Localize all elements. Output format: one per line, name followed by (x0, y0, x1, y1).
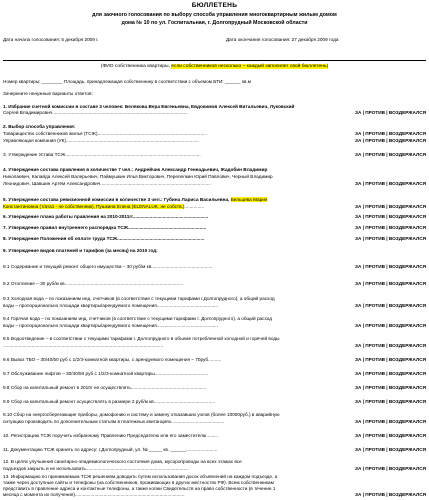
item-9-1: 9.1 Содержание и текущий ремонт общего имущества – 30 руб/м кв............................................... (3, 264, 213, 269)
vote-options-2a[interactable]: ЗА | ПРОТИВ | ВОЗДЕРЖАЛСЯ (355, 131, 426, 136)
fio-label (0, 64, 429, 69)
vote-options-4[interactable]: ЗА | ПРОТИВ | ВОЗДЕРЖАЛСЯ (355, 181, 426, 186)
vote-options-9-9[interactable]: ЗА | ПРОТИВ | ВОЗДЕРЖАЛСЯ (355, 399, 426, 404)
item-9-heading: 9. Утверждение видов платежей и тарифов (за месяц) на 2010 год: (3, 248, 158, 253)
item-9-7: 9.7 Обслуживание лифтов – 30/40/50 руб с 1/2/3-комнатной квартиры......................................... (3, 371, 209, 376)
item-10: 10. Регистрацию ТСЖ поручить избранному Правлению Председателю или его заместителю......... (3, 433, 219, 438)
vote-options-10[interactable]: ЗА | ПРОТИВ | ВОЗДЕРЖАЛСЯ (355, 433, 426, 438)
ballot-title: БЮЛЛЕТЕНЬ (191, 2, 238, 9)
item-9-10-line-1: 9.10 Сбор на энергосберегающие приборы, домофонию и систему и замену отказавших узлов (более 10000руб.) в аварийную (3, 412, 280, 417)
ballot-subtitle-1: для заочного голосования по выбору способа управления многоквартирным жилым домом (92, 12, 337, 18)
vote-options-9-10[interactable]: ЗА | ПРОТИВ | ВОЗДЕРЖАЛСЯ (355, 419, 426, 424)
vote-options-3[interactable]: ЗА | ПРОТИВ | ВОЗДЕРЖАЛСЯ (355, 152, 426, 157)
item-4-line-2: Николаевич, Калайда Алексей Валерьевич, Паймушкин Илья Викторович, Перепелкин Юрий Павлович, Черный Владимир (3, 174, 273, 179)
vote-options-6[interactable]: ЗА | ПРОТИВ | ВОЗДЕРЖАЛСЯ (355, 214, 426, 219)
item-9-8: 9.8 Сбор на капитальный ремонт в 2010г не осуществлять.......................................................... (3, 385, 207, 390)
item-3: 3. Утверждение Устава ТСЖ........................................................................................................ (3, 152, 201, 157)
end-date: Дата окончания голосования: 27 декабря 2009 года (226, 37, 339, 42)
item-5-line-2: Константиновна (т/ата1 - не собственник), Пушкина Елена (ELENALUK, не собств.)............... (3, 204, 204, 209)
item-5-line-1: 5. Утверждение состава ревизионной комиссии в количестве 3 чел.: Губина Лариса Васильевна, Бельцева Мария (3, 197, 268, 202)
vote-options-2b[interactable]: ЗА | ПРОТИВ | ВОЗДЕРЖАЛСЯ (355, 138, 426, 143)
item-4-line-1: 4. Утверждение состава правления в количестве 7 чел.: Андрейчик Александр Геннадьевич, Жадобин Владимир (3, 167, 268, 172)
item-2-option-uk: Управляющая компания (УК)...................................................................................................... (3, 138, 199, 143)
vote-options-9-6[interactable]: ЗА | ПРОТИВ | ВОЗДЕРЖАЛСЯ (355, 357, 426, 362)
item-5-highlight-2: Константиновна (т/ата1 - не собственник), Пушкина Елена (ELENALUK, не собств.) (3, 204, 185, 209)
vote-options-11[interactable]: ЗА | ПРОТИВ | ВОЗДЕРЖАЛСЯ (355, 447, 426, 452)
item-7: 7. Утверждение правил внутреннего распорядка ТСЖ............................................................ (3, 225, 207, 230)
item-2-heading: 2. Выбор способа управления: (3, 124, 76, 129)
item-9-3-line-2: воды – пропорционально площади квартиры/арендуемого помещения............................................... (3, 303, 218, 308)
item-9-4-line-1: 9.4 Горячая вода – по показаниям инд. счетчиков (в соответствие с текущими тарифами г. Долгопрудного), а общий расход (3, 316, 273, 321)
item-13-line-2: также через доступные сайты и телефоны (на собственников, проживающих в других местностях РФ). Всем собственникам (3, 480, 274, 485)
vote-options-9-3[interactable]: ЗА | ПРОТИВ | ВОЗДЕРЖАЛСЯ (355, 303, 426, 308)
item-2-option-tszh: Товарищество собственников жилья (ТСЖ).................................................................................... (3, 131, 207, 136)
fio-underline (3, 60, 426, 61)
item-6: 6. Утверждение плана работы правления на 2010-2011гг.......................................................... (3, 214, 209, 219)
item-9-5-line-2: ........................................................................................................................... (3, 343, 164, 348)
item-13-line-3: представить в правление адреса и контактные телефоны, а также копии Свидетельств на право собственности (в течение 1 (3, 486, 276, 491)
fio-prefix: (ФИО собственника квартиры, (100, 64, 170, 69)
item-9-4-line-2: воды – пропорционально площади квартиры/арендуемого помещения............................................... (3, 323, 218, 328)
item-12-line-1: 12. В целях улучшения санитарно-эпидемиологического состояния дома, мусоропроводы на всех этажах все (3, 459, 242, 464)
vote-options-7[interactable]: ЗА | ПРОТИВ | ВОЗДЕРЖАЛСЯ (355, 225, 426, 230)
item-5-highlight-1: Бельцева Мария (230, 197, 268, 202)
vote-options-9-4[interactable]: ЗА | ПРОТИВ | ВОЗДЕРЖАЛСЯ (355, 323, 426, 328)
item-13-line-4: месяца с момента их получения).................................................................................... (3, 492, 185, 497)
item-9-6: 9.6 Вывоз ТБО – 30/40/50 руб с 1/2/3-комнатной квартиры, с арендуемого помещения – 70руб.......... (3, 357, 222, 362)
vote-options-9-8[interactable]: ЗА | ПРОТИВ | ВОЗДЕРЖАЛСЯ (355, 385, 426, 390)
vote-options-9-2[interactable]: ЗА | ПРОТИВ | ВОЗДЕРЖАЛСЯ (355, 281, 426, 286)
apartment-line: Номер квартиры: ________ Площадь, принадлежащая собственнику в соответствии с объемом БТИ: ______ кв.м (3, 79, 251, 84)
item-13-line-1: 13. Информацию по принимаемым ТСЖ решениям доводить путем использования досок объявлений на каждом подъезде, а (3, 474, 278, 479)
vote-options-13[interactable]: ЗА | ПРОТИВ | ВОЗДЕРЖАЛСЯ (355, 492, 426, 497)
item-9-9: 9.9 Сбор на капитальный ремонт осуществлять в размере 2 руб/м кв............................................... (3, 399, 215, 404)
start-date: Дата начала голосования: 5 декабря 2009 г. (3, 37, 99, 42)
item-9-5-line-1: 9.5 Водоотведение – в соответствии с текущими тарифами г. Долгопрудного в объеме потребленной холодной и горячей воды (3, 336, 280, 341)
item-8: 8. Утверждение Положения об оплате труда ТСЖ................................................................... (3, 236, 205, 241)
ballot-subtitle-2: дома № 10 по ул. Госпитальная, г. Долгопрудный Московской области (121, 20, 308, 26)
fio-note: если собственников несколько – каждый заполняет свой бюллетень) (171, 64, 329, 69)
vote-options-9-1[interactable]: ЗА | ПРОТИВ | ВОЗДЕРЖАЛСЯ (355, 264, 426, 269)
item-1-line-1: 1. Избрание счетной комиссии в составе 3 человек: Белякова Вера Евгеньевна, Евдокимов Алексей Витальевич, Луковский (3, 104, 295, 109)
item-9-2: 9.2 Отопление – 30 руб/м кв........................................................................................... (3, 281, 184, 286)
item-4-line-3: Леонидович, Шавшин Артём Александрович..................................................................................... (3, 181, 211, 186)
item-11: 11. Документацию ТСЖ хранить по адресу: г.Долгопрудный, ул. № _____ кв. ______........................ (3, 447, 218, 452)
item-1-line-2: Сергей Владимирович........................................................................................................ (3, 110, 188, 115)
vote-options-5[interactable]: ЗА | ПРОТИВ | ВОЗДЕРЖАЛСЯ (355, 204, 426, 209)
vote-options-9-5[interactable]: ЗА | ПРОТИВ | ВОЗДЕРЖАЛСЯ (355, 343, 426, 348)
vote-options-9-7[interactable]: ЗА | ПРОТИВ | ВОЗДЕРЖАЛСЯ (355, 371, 426, 376)
vote-options-1[interactable]: ЗА | ПРОТИВ | ВОЗДЕРЖАЛСЯ (355, 110, 426, 115)
item-9-3-line-1: 9.3 Холодная вода – по показаниям инд. счетчиков (в соответствие с текущими тарифами г.Долгопрудного), а общий расход (3, 296, 275, 301)
item-12-line-2: подъездов закрыть и не использовать............................................................................... (3, 466, 189, 471)
vote-options-12[interactable]: ЗА | ПРОТИВ | ВОЗДЕРЖАЛСЯ (355, 466, 426, 471)
vote-options-8[interactable]: ЗА | ПРОТИВ | ВОЗДЕРЖАЛСЯ (355, 236, 426, 241)
instruction: Зачеркните ненужные варианты ответов: (3, 91, 93, 96)
item-9-10-line-2: ситуацию производить по дополнительным статьям в платежных квитанциях......................................... (3, 419, 225, 424)
